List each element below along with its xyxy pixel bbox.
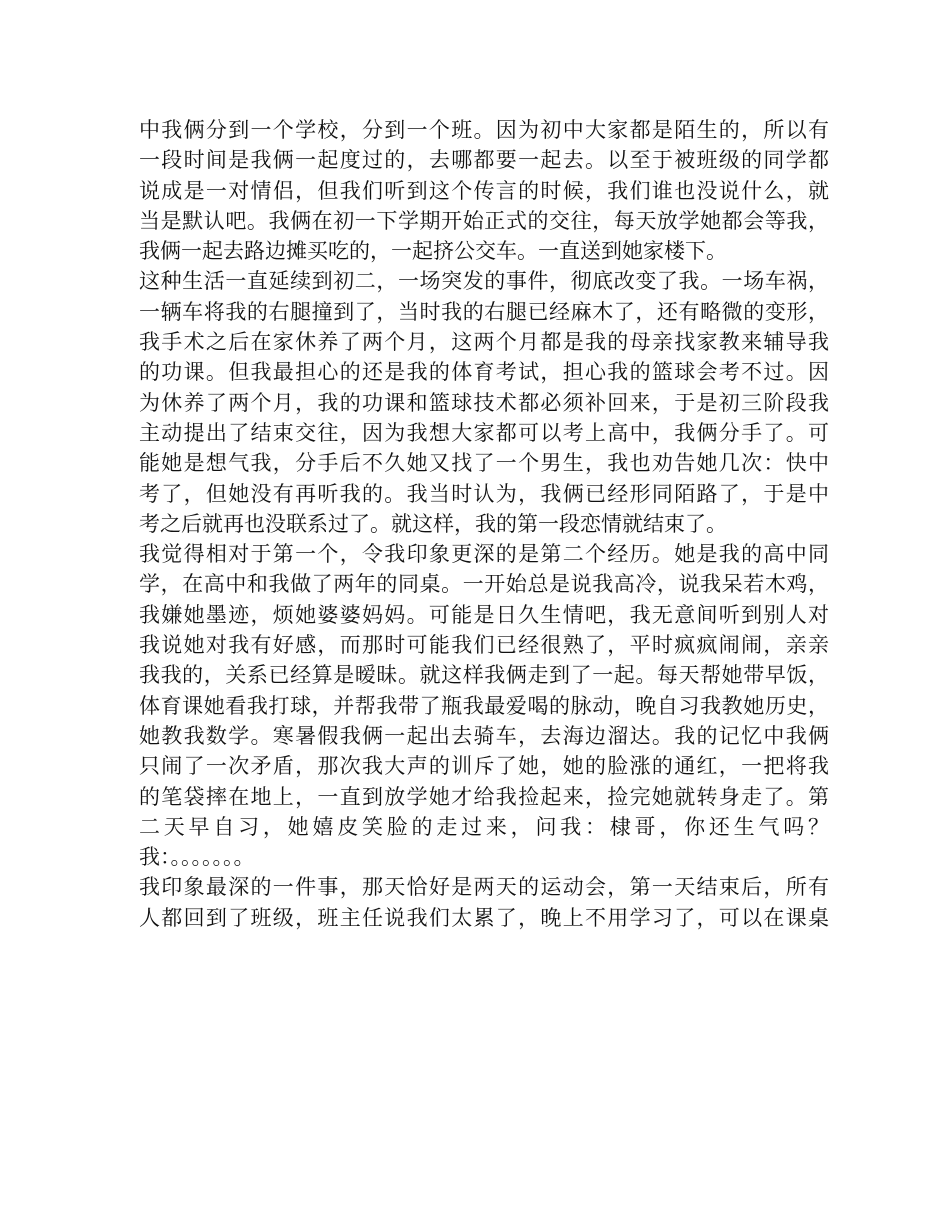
text-line: 能她是想气我，分手后不久她又找了一个男生，我也劝告她几次：快中 bbox=[139, 451, 829, 476]
text-line: 学，在高中和我做了两年的同桌。一开始总是说我高冷，说我呆若木鸡， bbox=[139, 572, 829, 597]
text-line: 的笔袋摔在地上，一直到放学她才给我捡起来，捡完她就转身走了。第 bbox=[139, 784, 829, 809]
text-line: 一辆车将我的右腿撞到了，当时我的右腿已经麻木了，还有略微的变形， bbox=[139, 299, 829, 324]
text-line: 我印象最深的一件事，那天恰好是两天的运动会，第一天结束后，所有 bbox=[139, 875, 829, 900]
text-line: 主动提出了结束交往，因为我想大家都可以考上高中，我俩分手了。可 bbox=[139, 420, 829, 445]
text-line: 二天早自习，她嬉皮笑脸的走过来，问我：棣哥，你还生气吗？ bbox=[139, 814, 829, 839]
text-line: 我手术之后在家休养了两个月，这两个月都是我的母亲找家教来辅导我 bbox=[139, 330, 829, 355]
text-line: 我俩一起去路边摊买吃的，一起挤公交车。一直送到她家楼下。 bbox=[139, 239, 727, 264]
text-line: 中我俩分到一个学校，分到一个班。因为初中大家都是陌生的，所以有 bbox=[139, 118, 829, 142]
text-line: 我觉得相对于第一个，令我印象更深的是第二个经历。她是我的高中同 bbox=[139, 542, 829, 567]
text-line: 考了，但她没有再听我的。我当时认为，我俩已经形同陌路了，于是中 bbox=[139, 481, 829, 506]
text-line: 这种生活一直延续到初二，一场突发的事件，彻底改变了我。一场车祸， bbox=[139, 269, 829, 294]
text-line: 说成是一对情侣，但我们听到这个传言的时候，我们谁也没说什么，就 bbox=[139, 178, 829, 203]
text-line: 一段时间是我俩一起度过的，去哪都要一起去。以至于被班级的同学都 bbox=[139, 148, 829, 173]
text-line: 只闹了一次矛盾，那次我大声的训斥了她，她的脸涨的通红，一把将我 bbox=[139, 754, 829, 779]
text-line: 人都回到了班级，班主任说我们太累了，晚上不用学习了，可以在课桌 bbox=[139, 905, 829, 930]
text-line: 我：。。。。。。。 bbox=[139, 845, 255, 870]
text-line: 为休养了两个月，我的功课和篮球技术都必须补回来，于是初三阶段我 bbox=[139, 390, 829, 415]
text-line: 考之后就再也没联系过了。就这样，我的第一段恋情就结束了。 bbox=[139, 511, 727, 536]
text-line: 我说她对我有好感，而那时可能我们已经很熟了，平时疯疯闹闹，亲亲 bbox=[139, 633, 829, 658]
text-line: 我嫌她墨迹，烦她婆婆妈妈。可能是日久生情吧，我无意间听到别人对 bbox=[139, 602, 829, 627]
text-line: 我我的，关系已经算是暧昧。就这样我俩走到了一起。每天帮她带早饭， bbox=[139, 663, 829, 688]
text-line: 当是默认吧。我俩在初一下学期开始正式的交往，每天放学她都会等我， bbox=[139, 208, 829, 233]
body-text bbox=[139, 115, 829, 933]
text-line: 体育课她看我打球，并帮我带了瓶我最爱喝的脉动，晚自习我教她历史， bbox=[139, 693, 829, 718]
text-line: 的功课。但我最担心的还是我的体育考试，担心我的篮球会考不过。因 bbox=[139, 360, 829, 385]
text-line: 她教我数学。寒暑假我俩一起出去骑车，去海边溜达。我的记忆中我俩 bbox=[139, 723, 829, 748]
